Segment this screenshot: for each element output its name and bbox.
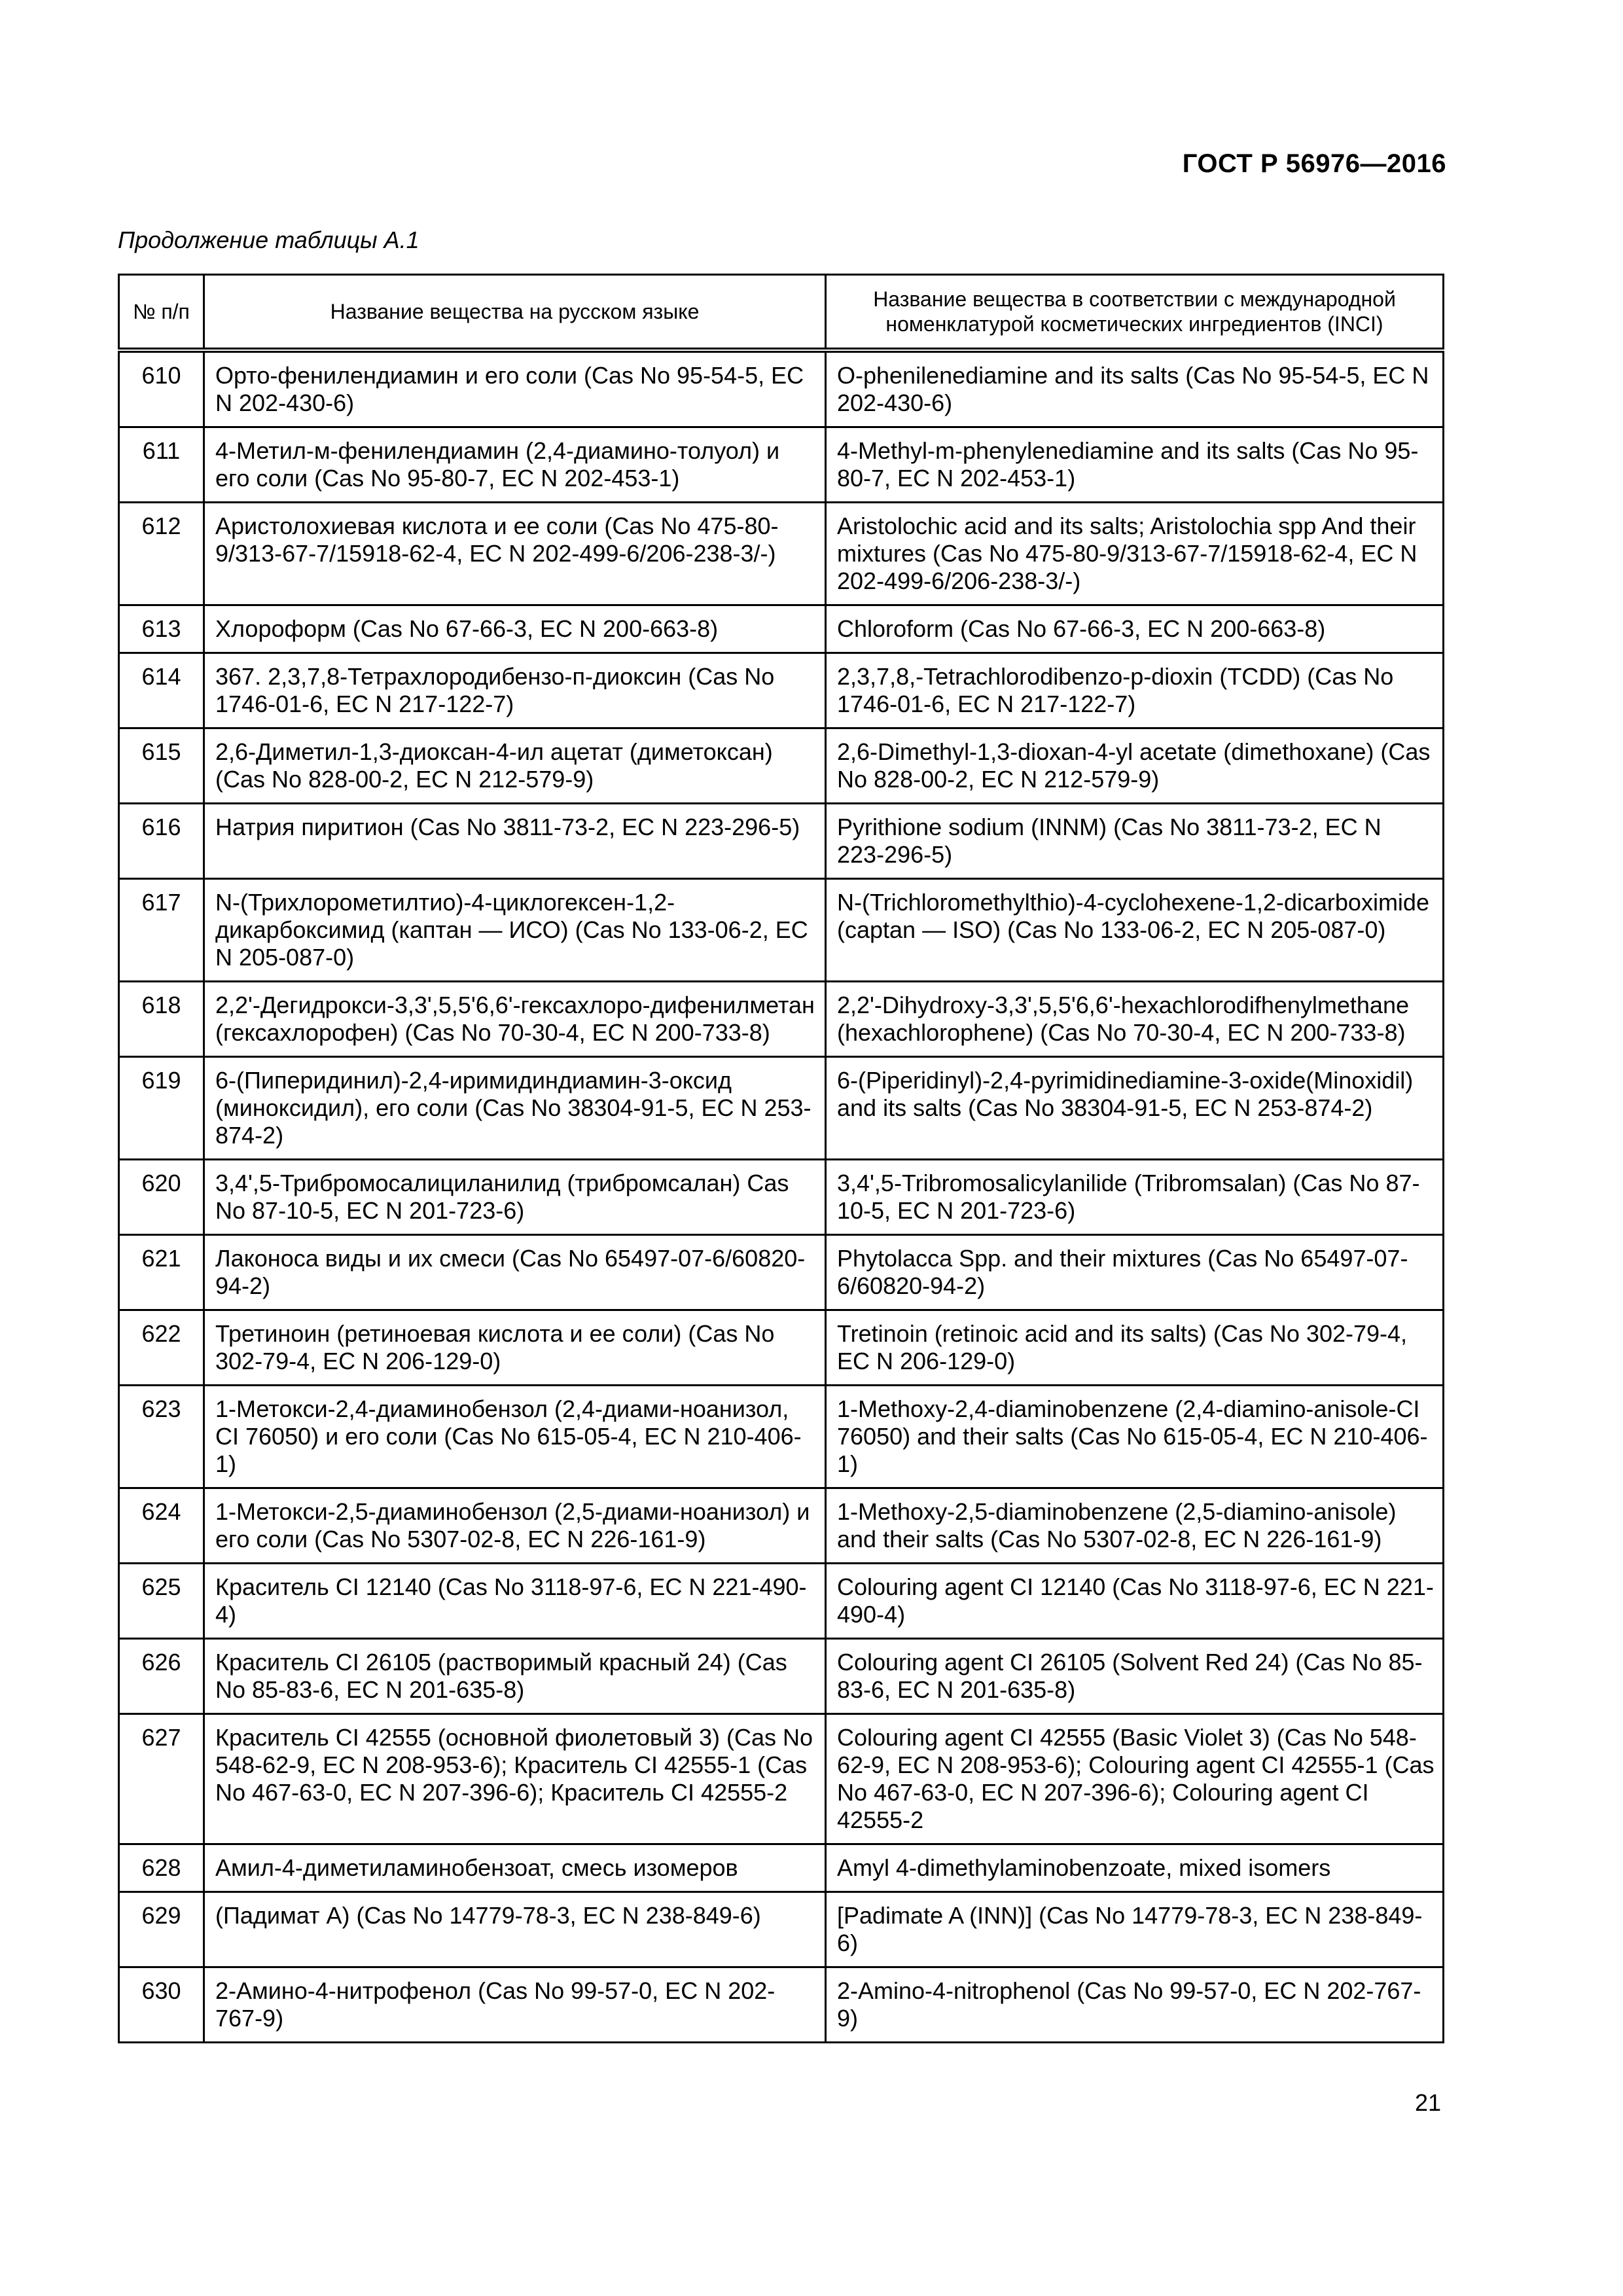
row-number-cell: 611 bbox=[119, 427, 204, 503]
russian-name-cell: 3,4',5-Трибромосалициланилид (трибромсалан) Cas No 87-10-5, ЕС N 201-723-6) bbox=[204, 1160, 826, 1235]
table-row bbox=[119, 1057, 1444, 1160]
inci-name-cell: [Padimate A (INN)] (Cas No 14779-78-3, EC N 238-849-6) bbox=[826, 1892, 1444, 1967]
russian-name-cell: (Падимат А) (Cas No 14779-78-3, ЕС N 238-849-6) bbox=[204, 1892, 826, 1967]
russian-name-cell: Амил-4-диметиламинобензоат, смесь изомеров bbox=[204, 1844, 826, 1892]
table-row bbox=[119, 879, 1444, 982]
russian-name-cell: 1-Метокси-2,5-диаминобензол (2,5-диами-ноанизол) и его соли (Cas No 5307-02-8, ЕС N 226-161-9) bbox=[204, 1488, 826, 1564]
row-number-cell: 613 bbox=[119, 605, 204, 653]
table-row bbox=[119, 350, 1444, 427]
row-number-cell: 620 bbox=[119, 1160, 204, 1235]
row-number-cell: 626 bbox=[119, 1639, 204, 1714]
row-number-cell: 619 bbox=[119, 1057, 204, 1160]
russian-name-cell: Третиноин (ретиноевая кислота и ее соли) (Cas No 302-79-4, ЕС N 206-129-0) bbox=[204, 1310, 826, 1386]
table-row bbox=[119, 427, 1444, 503]
row-number-cell: 629 bbox=[119, 1892, 204, 1967]
russian-name-cell: 2,6-Диметил-1,3-диоксан-4-ил ацетат (диметоксан) (Cas No 828-00-2, ЕС N 212-579-9) bbox=[204, 728, 826, 804]
substances-table bbox=[118, 274, 1444, 2043]
table-row bbox=[119, 1844, 1444, 1892]
column-header-inci-name: Название вещества в соответствии с международной номенклатурой косметических ингредиентов (INCI) bbox=[826, 275, 1444, 351]
column-header-russian-name: Название вещества на русском языке bbox=[204, 275, 826, 351]
row-number-cell: 614 bbox=[119, 653, 204, 728]
table-row bbox=[119, 653, 1444, 728]
row-number-cell: 624 bbox=[119, 1488, 204, 1564]
inci-name-cell: 2-Amino-4-nitrophenol (Cas No 99-57-0, EC N 202-767-9) bbox=[826, 1967, 1444, 2043]
row-number-cell: 630 bbox=[119, 1967, 204, 2043]
table-row bbox=[119, 982, 1444, 1057]
inci-name-cell: 2,3,7,8,-Tetrachlorodibenzo-p-dioxin (TCDD) (Cas No 1746-01-6, EC N 217-122-7) bbox=[826, 653, 1444, 728]
inci-name-cell: Colouring agent CI 26105 (Solvent Red 24) (Cas No 85-83-6, EC N 201-635-8) bbox=[826, 1639, 1444, 1714]
inci-name-cell: Phytolacca Spp. and their mixtures (Cas No 65497-07-6/60820-94-2) bbox=[826, 1235, 1444, 1310]
russian-name-cell: Краситель CI 26105 (растворимый красный 24) (Cas No 85-83-6, ЕС N 201-635-8) bbox=[204, 1639, 826, 1714]
inci-name-cell: 4-Methyl-m-phenylenediamine and its salts (Cas No 95-80-7, EC N 202-453-1) bbox=[826, 427, 1444, 503]
inci-name-cell: Colouring agent CI 12140 (Cas No 3118-97-6, EC N 221-490-4) bbox=[826, 1564, 1444, 1639]
table-header-row bbox=[119, 275, 1444, 351]
inci-name-cell: Tretinoin (retinoic acid and its salts) (Cas No 302-79-4, EC N 206-129-0) bbox=[826, 1310, 1444, 1386]
russian-name-cell: Орто-фенилендиамин и его соли (Cas No 95-54-5, ЕС N 202-430-6) bbox=[204, 350, 826, 427]
table-row bbox=[119, 728, 1444, 804]
table-row bbox=[119, 1160, 1444, 1235]
table-row bbox=[119, 503, 1444, 605]
table-row bbox=[119, 1488, 1444, 1564]
inci-name-cell: Amyl 4-dimethylaminobenzoate, mixed isomers bbox=[826, 1844, 1444, 1892]
table-row bbox=[119, 1639, 1444, 1714]
row-number-cell: 625 bbox=[119, 1564, 204, 1639]
inci-name-cell: Pyrithione sodium (INNM) (Cas No 3811-73-2, EC N 223-296-5) bbox=[826, 804, 1444, 879]
table-row bbox=[119, 1714, 1444, 1844]
inci-name-cell: N-(Trichloromethylthio)-4-cyclohexene-1,2-dicarboximide (captan — ISO) (Cas No 133-06-2, EC N 205-087-0) bbox=[826, 879, 1444, 982]
russian-name-cell: 1-Метокси-2,4-диаминобензол (2,4-диами-ноанизол, CI 76050) и его соли (Cas No 615-05-4, ЕС N 210-406-1) bbox=[204, 1386, 826, 1488]
table-row bbox=[119, 1310, 1444, 1386]
inci-name-cell: 2,2'-Dihydroxy-3,3',5,5'6,6'-hexachlorodifhenylmethane (hexachlorophene) (Cas No 70-30-4, EC N 200-733-8) bbox=[826, 982, 1444, 1057]
table-row bbox=[119, 1967, 1444, 2043]
table-row bbox=[119, 1386, 1444, 1488]
russian-name-cell: Хлороформ (Cas No 67-66-3, ЕС N 200-663-8) bbox=[204, 605, 826, 653]
inci-name-cell: Chloroform (Cas No 67-66-3, EC N 200-663-8) bbox=[826, 605, 1444, 653]
inci-name-cell: 1-Methoxy-2,5-diaminobenzene (2,5-diamino-anisole) and their salts (Cas No 5307-02-8, EC N 226-161-9) bbox=[826, 1488, 1444, 1564]
column-header-number: № п/п bbox=[119, 275, 204, 351]
row-number-cell: 622 bbox=[119, 1310, 204, 1386]
row-number-cell: 610 bbox=[119, 350, 204, 427]
russian-name-cell: 2,2'-Дегидрокси-3,3',5,5'6,6'-гексахлоро-дифенилметан (гексахлорофен) (Cas No 70-30-4, ЕС N 200-733-8) bbox=[204, 982, 826, 1057]
table-row bbox=[119, 1892, 1444, 1967]
russian-name-cell: Краситель CI 42555 (основной фиолетовый 3) (Cas No 548-62-9, ЕС N 208-953-6); Краситель CI 42555-1 (Cas No 467-63-0, ЕС N 207-396-6); Краситель CI 42555-2 bbox=[204, 1714, 826, 1844]
document-standard-header: ГОСТ Р 56976—2016 bbox=[1182, 149, 1446, 178]
row-number-cell: 615 bbox=[119, 728, 204, 804]
row-number-cell: 627 bbox=[119, 1714, 204, 1844]
row-number-cell: 623 bbox=[119, 1386, 204, 1488]
table-row bbox=[119, 1564, 1444, 1639]
inci-name-cell: 6-(Piperidinyl)-2,4-pyrimidinediamine-3-oxide(Minoxidil) and its salts (Cas No 38304-91-5, EC N 253-874-2) bbox=[826, 1057, 1444, 1160]
row-number-cell: 628 bbox=[119, 1844, 204, 1892]
row-number-cell: 612 bbox=[119, 503, 204, 605]
table-row bbox=[119, 804, 1444, 879]
inci-name-cell: O-phenilenediamine and its salts (Cas No 95-54-5, EC N 202-430-6) bbox=[826, 350, 1444, 427]
russian-name-cell: 4-Метил-м-фенилендиамин (2,4-диамино-толуол) и его соли (Cas No 95-80-7, ЕС N 202-453-1) bbox=[204, 427, 826, 503]
inci-name-cell: 3,4',5-Tribromosalicylanilide (Tribromsalan) (Cas No 87-10-5, EC N 201-723-6) bbox=[826, 1160, 1444, 1235]
row-number-cell: 617 bbox=[119, 879, 204, 982]
russian-name-cell: Краситель CI 12140 (Cas No 3118-97-6, ЕС N 221-490-4) bbox=[204, 1564, 826, 1639]
row-number-cell: 616 bbox=[119, 804, 204, 879]
russian-name-cell: Натрия пиритион (Cas No 3811-73-2, ЕС N 223-296-5) bbox=[204, 804, 826, 879]
inci-name-cell: 2,6-Dimethyl-1,3-dioxan-4-yl acetate (dimethoxane) (Cas No 828-00-2, EC N 212-579-9) bbox=[826, 728, 1444, 804]
table-caption: Продолжение таблицы А.1 bbox=[118, 226, 419, 253]
russian-name-cell: Лаконоса виды и их смеси (Cas No 65497-07-6/60820-94-2) bbox=[204, 1235, 826, 1310]
page-number: 21 bbox=[1414, 2089, 1441, 2116]
row-number-cell: 621 bbox=[119, 1235, 204, 1310]
russian-name-cell: Аристолохиевая кислота и ее соли (Cas No 475-80-9/313-67-7/15918-62-4, ЕС N 202-499-6/206-238-3/-) bbox=[204, 503, 826, 605]
row-number-cell: 618 bbox=[119, 982, 204, 1057]
russian-name-cell: 6-(Пиперидинил)-2,4-иримидиндиамин-3-оксид (миноксидил), его соли (Cas No 38304-91-5, ЕС N 253-874-2) bbox=[204, 1057, 826, 1160]
inci-name-cell: Colouring agent CI 42555 (Basic Violet 3) (Cas No 548-62-9, EC N 208-953-6); Colouring agent CI 42555-1 (Cas No 467-63-0, EC N 207-396-6); Colouring agent CI 42555-2 bbox=[826, 1714, 1444, 1844]
inci-name-cell: 1-Methoxy-2,4-diaminobenzene (2,4-diamino-anisole-CI 76050) and their salts (Cas No 615-05-4, EC N 210-406-1) bbox=[826, 1386, 1444, 1488]
russian-name-cell: 2-Амино-4-нитрофенол (Cas No 99-57-0, ЕС N 202-767-9) bbox=[204, 1967, 826, 2043]
table-row bbox=[119, 1235, 1444, 1310]
table-body bbox=[119, 350, 1444, 2043]
inci-name-cell: Aristolochic acid and its salts; Aristolochia spp And their mixtures (Cas No 475-80-9/313-67-7/15918-62-4, EC N 202-499-6/206-238-3/-) bbox=[826, 503, 1444, 605]
table-row bbox=[119, 605, 1444, 653]
russian-name-cell: N-(Трихлорометилтио)-4-циклогексен-1,2-дикарбоксимид (каптан — ИСО) (Cas No 133-06-2, ЕС N 205-087-0) bbox=[204, 879, 826, 982]
russian-name-cell: 367. 2,3,7,8-Тетрахлородибензо-п-диоксин (Cas No 1746-01-6, ЕС N 217-122-7) bbox=[204, 653, 826, 728]
